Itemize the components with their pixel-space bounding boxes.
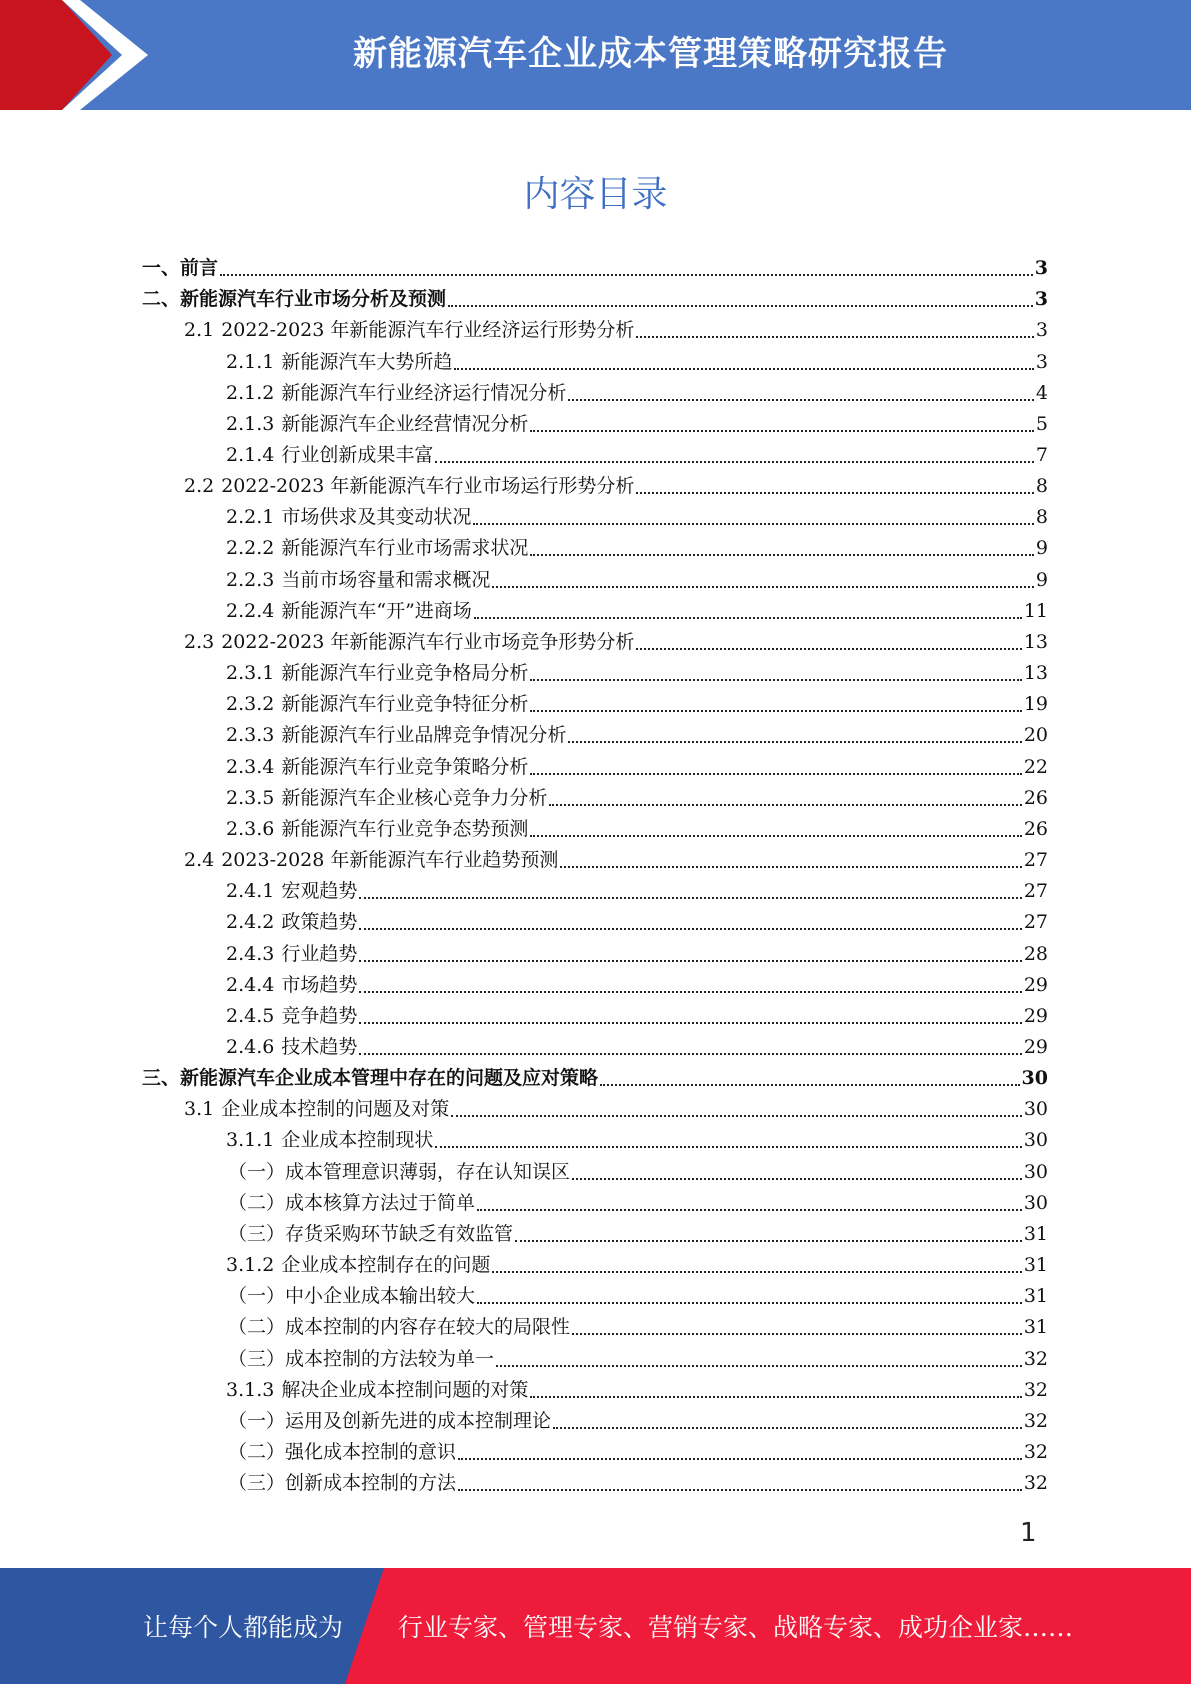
toc-entry-number: 3.1.3	[226, 1378, 275, 1401]
toc-leader-dots	[492, 567, 1034, 588]
toc-entry-page: 30	[1021, 1067, 1048, 1090]
toc-leader-dots	[560, 847, 1021, 868]
toc-leader-dots	[359, 878, 1021, 899]
toc-entry-title: （一）运用及创新先进的成本控制理论	[228, 1409, 552, 1432]
toc-leader-dots	[435, 442, 1034, 463]
toc-entry-title: 行业创新成果丰富	[281, 444, 434, 467]
toc-leader-dots	[359, 909, 1021, 930]
toc-entry-title: （一）中小企业成本输出较大	[228, 1285, 476, 1308]
toc-entry-page: 31	[1023, 1254, 1048, 1277]
toc-leader-dots	[636, 473, 1034, 494]
toc-entry-page: 28	[1023, 942, 1048, 965]
toc-leader-dots	[636, 317, 1034, 338]
toc-entry[interactable]	[142, 689, 1048, 720]
toc-entry-title: 三、新能源汽车企业成本管理中存在的问题及应对策略	[142, 1067, 599, 1090]
toc-entry-title: 市场趋势	[281, 973, 358, 996]
toc-entry[interactable]	[142, 1188, 1048, 1219]
toc-entry-page: 27	[1023, 880, 1048, 903]
toc-entry-page: 29	[1023, 1004, 1048, 1027]
toc-entry[interactable]	[142, 1094, 1048, 1125]
toc-entry-number: 2.3.3	[226, 724, 275, 747]
toc-entry[interactable]	[142, 876, 1048, 907]
toc-heading: 内容目录	[523, 174, 668, 215]
toc-entry-title: （二）成本控制的内容存在较大的局限性	[228, 1316, 571, 1339]
toc-entry-title: （三）创新成本控制的方法	[228, 1472, 457, 1495]
toc-leader-dots	[496, 1346, 1022, 1367]
toc-entry-page: 30	[1023, 1098, 1048, 1121]
toc-entry[interactable]	[142, 1125, 1048, 1156]
toc-entry[interactable]	[142, 907, 1048, 938]
toc-entry[interactable]	[142, 1343, 1048, 1374]
toc-entry-title: 新能源汽车行业竞争策略分析	[281, 755, 529, 778]
toc-entry-title: 企业成本控制现状	[281, 1129, 434, 1152]
toc-entry[interactable]	[142, 1468, 1048, 1499]
toc-entry-page: 13	[1023, 630, 1048, 653]
footer-banner	[0, 1568, 1191, 1684]
toc-entry-number: 2.4.5	[226, 1004, 275, 1027]
toc-entry[interactable]	[142, 502, 1048, 533]
footer-slogan-left: 让每个人都能成为	[143, 1613, 344, 1642]
toc-entry-number: 2.3.4	[226, 755, 275, 778]
toc-entry-title: 企业成本控制存在的问题	[281, 1254, 491, 1277]
toc-entry-number: 3.1.2	[226, 1254, 275, 1277]
toc-entry-number: 2.1.3	[226, 412, 275, 435]
footer-slogan-right: 行业专家、管理专家、营销专家、战略专家、成功企业家……	[398, 1613, 1074, 1642]
toc-entry-page: 8	[1035, 506, 1048, 529]
toc-entry[interactable]	[142, 1063, 1048, 1094]
toc-entry[interactable]	[142, 1375, 1048, 1406]
toc-entry-page: 20	[1023, 724, 1048, 747]
toc-entry-page: 27	[1023, 911, 1048, 934]
toc-leader-dots	[435, 1127, 1021, 1148]
toc-entry-title: 2023-2028 年新能源汽车行业趋势预测	[221, 849, 559, 872]
toc-entry-page: 9	[1035, 568, 1048, 591]
toc-entry-page: 26	[1023, 817, 1048, 840]
toc-entry[interactable]	[142, 346, 1048, 377]
toc-leader-dots	[451, 1096, 1022, 1117]
toc-leader-dots	[530, 660, 1021, 681]
toc-leader-dots	[530, 691, 1021, 712]
toc-entry[interactable]	[142, 440, 1048, 471]
toc-leader-dots	[549, 785, 1021, 806]
toc-entry[interactable]	[142, 720, 1048, 751]
toc-entry[interactable]	[142, 315, 1048, 346]
toc-entry-title: 新能源汽车行业竞争特征分析	[281, 693, 529, 716]
toc-leader-dots	[458, 1470, 1022, 1491]
toc-entry-title: 新能源汽车行业市场需求状况	[281, 537, 529, 560]
toc-entry-page: 5	[1035, 412, 1048, 435]
toc-entry-page: 30	[1023, 1129, 1048, 1152]
toc-entry-number: 2.2.3	[226, 568, 275, 591]
toc-entry-page: 29	[1023, 1035, 1048, 1058]
toc-entry-page: 32	[1023, 1472, 1048, 1495]
toc-entry-number: 2.4.3	[226, 942, 275, 965]
toc-entry[interactable]	[142, 1032, 1048, 1063]
toc-entry[interactable]	[142, 938, 1048, 969]
toc-entry-page: 30	[1023, 1160, 1048, 1183]
toc-entry-title: 新能源汽车行业品牌竞争情况分析	[281, 724, 567, 747]
toc-entry[interactable]	[142, 1001, 1048, 1032]
toc-entry-title: （一）成本管理意识薄弱，存在认知误区	[228, 1160, 571, 1183]
toc-leader-dots	[600, 1065, 1020, 1086]
toc-entry-title: 技术趋势	[281, 1035, 358, 1058]
toc-leader-dots	[458, 1439, 1022, 1460]
toc-entry[interactable]	[142, 752, 1048, 783]
toc-entry-title: 新能源汽车行业经济运行情况分析	[281, 381, 567, 404]
toc-entry[interactable]	[142, 1406, 1048, 1437]
page-number: 1	[1020, 1518, 1037, 1548]
toc-entry-page: 9	[1035, 537, 1048, 560]
toc-entry[interactable]	[142, 284, 1048, 315]
toc-entry[interactable]	[142, 565, 1048, 596]
toc-entry-number: 2.1	[184, 319, 215, 342]
toc-leader-dots	[473, 504, 1034, 525]
toc-leader-dots	[359, 1003, 1021, 1024]
toc-entry-page: 31	[1023, 1222, 1048, 1245]
toc-entry-page: 32	[1023, 1441, 1048, 1464]
toc-entry[interactable]	[142, 1281, 1048, 1312]
toc-entry[interactable]	[142, 658, 1048, 689]
toc-leader-dots	[530, 816, 1021, 837]
toc-entry-title: （三）成本控制的方法较为单一	[228, 1347, 495, 1370]
toc-entry-number: 2.2.4	[226, 599, 275, 622]
toc-entry-page: 31	[1023, 1285, 1048, 1308]
toc-entry-page: 29	[1023, 973, 1048, 996]
toc-entry-number: 2.4.4	[226, 973, 275, 996]
toc-entry[interactable]	[142, 814, 1048, 845]
toc-leader-dots	[572, 1314, 1022, 1335]
toc-entry-number: 3.1	[184, 1098, 215, 1121]
toc-leader-dots	[492, 1252, 1021, 1273]
toc-leader-dots	[568, 722, 1021, 743]
toc-entry-title: 宏观趋势	[281, 880, 358, 903]
toc-entry-page: 8	[1035, 475, 1048, 498]
toc-entry-page: 32	[1023, 1378, 1048, 1401]
toc-leader-dots	[359, 1034, 1021, 1055]
header-arrow-decoration	[0, 0, 150, 110]
toc-leader-dots	[474, 598, 1022, 619]
toc-entry-number: 2.4.6	[226, 1035, 275, 1058]
toc-entry-title: 新能源汽车行业竞争格局分析	[281, 662, 529, 685]
toc-entry-title: 新能源汽车行业竞争态势预测	[281, 817, 529, 840]
toc-entry-page: 32	[1023, 1347, 1048, 1370]
toc-entry-number: 2.2	[184, 475, 215, 498]
toc-leader-dots	[359, 972, 1021, 993]
toc-entry-page: 11	[1023, 599, 1048, 622]
toc-entry[interactable]	[142, 378, 1048, 409]
toc-entry-number: 2.3.1	[226, 662, 275, 685]
toc-leader-dots	[530, 754, 1021, 775]
toc-entry[interactable]	[142, 627, 1048, 658]
toc-leader-dots	[636, 629, 1021, 650]
toc-entry-number: 2.4.1	[226, 880, 275, 903]
toc-entry[interactable]	[142, 783, 1048, 814]
toc-entry-title: 市场供求及其变动状况	[281, 506, 472, 529]
table-of-contents	[142, 253, 1048, 1499]
toc-entry[interactable]	[142, 471, 1048, 502]
toc-entry-page: 13	[1023, 662, 1048, 685]
toc-entry-title: （二）成本核算方法过于简单	[228, 1191, 476, 1214]
toc-entry-title: 当前市场容量和需求概况	[281, 568, 491, 591]
toc-entry-title: 新能源汽车企业核心竞争力分析	[281, 786, 548, 809]
toc-entry[interactable]	[142, 253, 1048, 284]
toc-entry-number: 2.4	[184, 849, 215, 872]
toc-entry-page: 19	[1023, 693, 1048, 716]
toc-entry-title: 一、前言	[142, 257, 219, 280]
toc-entry-number: 2.2.1	[226, 506, 275, 529]
toc-leader-dots	[515, 1221, 1022, 1242]
toc-leader-dots	[359, 941, 1021, 962]
toc-entry-page: 7	[1035, 444, 1048, 467]
toc-entry-page: 3	[1034, 257, 1048, 280]
toc-entry-page: 31	[1023, 1316, 1048, 1339]
toc-entry-page: 27	[1023, 849, 1048, 872]
toc-entry-title: 新能源汽车企业经营情况分析	[281, 412, 529, 435]
toc-leader-dots	[530, 411, 1034, 432]
toc-leader-dots	[530, 535, 1034, 556]
toc-entry-page: 3	[1034, 288, 1048, 311]
toc-entry[interactable]	[142, 533, 1048, 564]
toc-entry-page: 3	[1035, 350, 1048, 373]
toc-entry-number: 2.2.2	[226, 537, 275, 560]
toc-entry-title: 解决企业成本控制问题的对策	[281, 1378, 529, 1401]
toc-entry-page: 22	[1023, 755, 1048, 778]
toc-entry-number: 2.4.2	[226, 911, 275, 934]
toc-entry-number: 2.3.6	[226, 817, 275, 840]
toc-leader-dots	[530, 1377, 1021, 1398]
toc-leader-dots	[448, 286, 1033, 307]
toc-entry-title: （三）存货采购环节缺乏有效监管	[228, 1222, 514, 1245]
toc-entry-title: （二）强化成本控制的意识	[228, 1441, 457, 1464]
toc-entry-number: 2.3.5	[226, 786, 275, 809]
toc-entry-title: 新能源汽车大势所趋	[281, 350, 453, 373]
toc-entry-page: 32	[1023, 1409, 1048, 1432]
toc-entry-number: 2.3	[184, 630, 215, 653]
toc-entry-number: 2.3.2	[226, 693, 275, 716]
document-title: 新能源汽车企业成本管理策略研究报告	[353, 34, 948, 74]
toc-entry-number: 2.1.4	[226, 444, 275, 467]
toc-leader-dots	[220, 255, 1033, 276]
toc-leader-dots	[477, 1190, 1022, 1211]
toc-entry-title: 新能源汽车“开”进商场	[281, 599, 472, 622]
toc-entry[interactable]	[142, 596, 1048, 627]
header-banner	[0, 0, 1191, 110]
toc-entry-page: 3	[1035, 319, 1048, 342]
toc-entry-title: 2022-2023 年新能源汽车行业经济运行形势分析	[221, 319, 635, 342]
toc-entry-title: 行业趋势	[281, 942, 358, 965]
toc-entry-page: 30	[1023, 1191, 1048, 1214]
toc-entry-page: 26	[1023, 786, 1048, 809]
toc-entry-title: 二、新能源汽车行业市场分析及预测	[142, 288, 447, 311]
toc-entry[interactable]	[142, 409, 1048, 440]
toc-entry[interactable]	[142, 1219, 1048, 1250]
toc-entry-title: 企业成本控制的问题及对策	[221, 1098, 450, 1121]
toc-entry-title: 政策趋势	[281, 911, 358, 934]
toc-entry-number: 3.1.1	[226, 1129, 275, 1152]
toc-entry-title: 2022-2023 年新能源汽车行业市场运行形势分析	[221, 475, 635, 498]
toc-leader-dots	[477, 1283, 1022, 1304]
toc-entry[interactable]	[142, 1157, 1048, 1188]
toc-leader-dots	[568, 380, 1034, 401]
toc-entry-title: 竞争趋势	[281, 1004, 358, 1027]
toc-entry[interactable]	[142, 1250, 1048, 1281]
toc-entry-title: 2022-2023 年新能源汽车行业市场竞争形势分析	[221, 630, 635, 653]
toc-leader-dots	[553, 1408, 1022, 1429]
toc-entry[interactable]	[142, 1312, 1048, 1343]
toc-leader-dots	[454, 349, 1034, 370]
toc-entry-number: 2.1.2	[226, 381, 275, 404]
toc-entry[interactable]	[142, 1437, 1048, 1468]
toc-entry[interactable]	[142, 970, 1048, 1001]
toc-entry-number: 2.1.1	[226, 350, 275, 373]
toc-leader-dots	[572, 1159, 1022, 1180]
toc-entry[interactable]	[142, 845, 1048, 876]
toc-entry-page: 4	[1035, 381, 1048, 404]
